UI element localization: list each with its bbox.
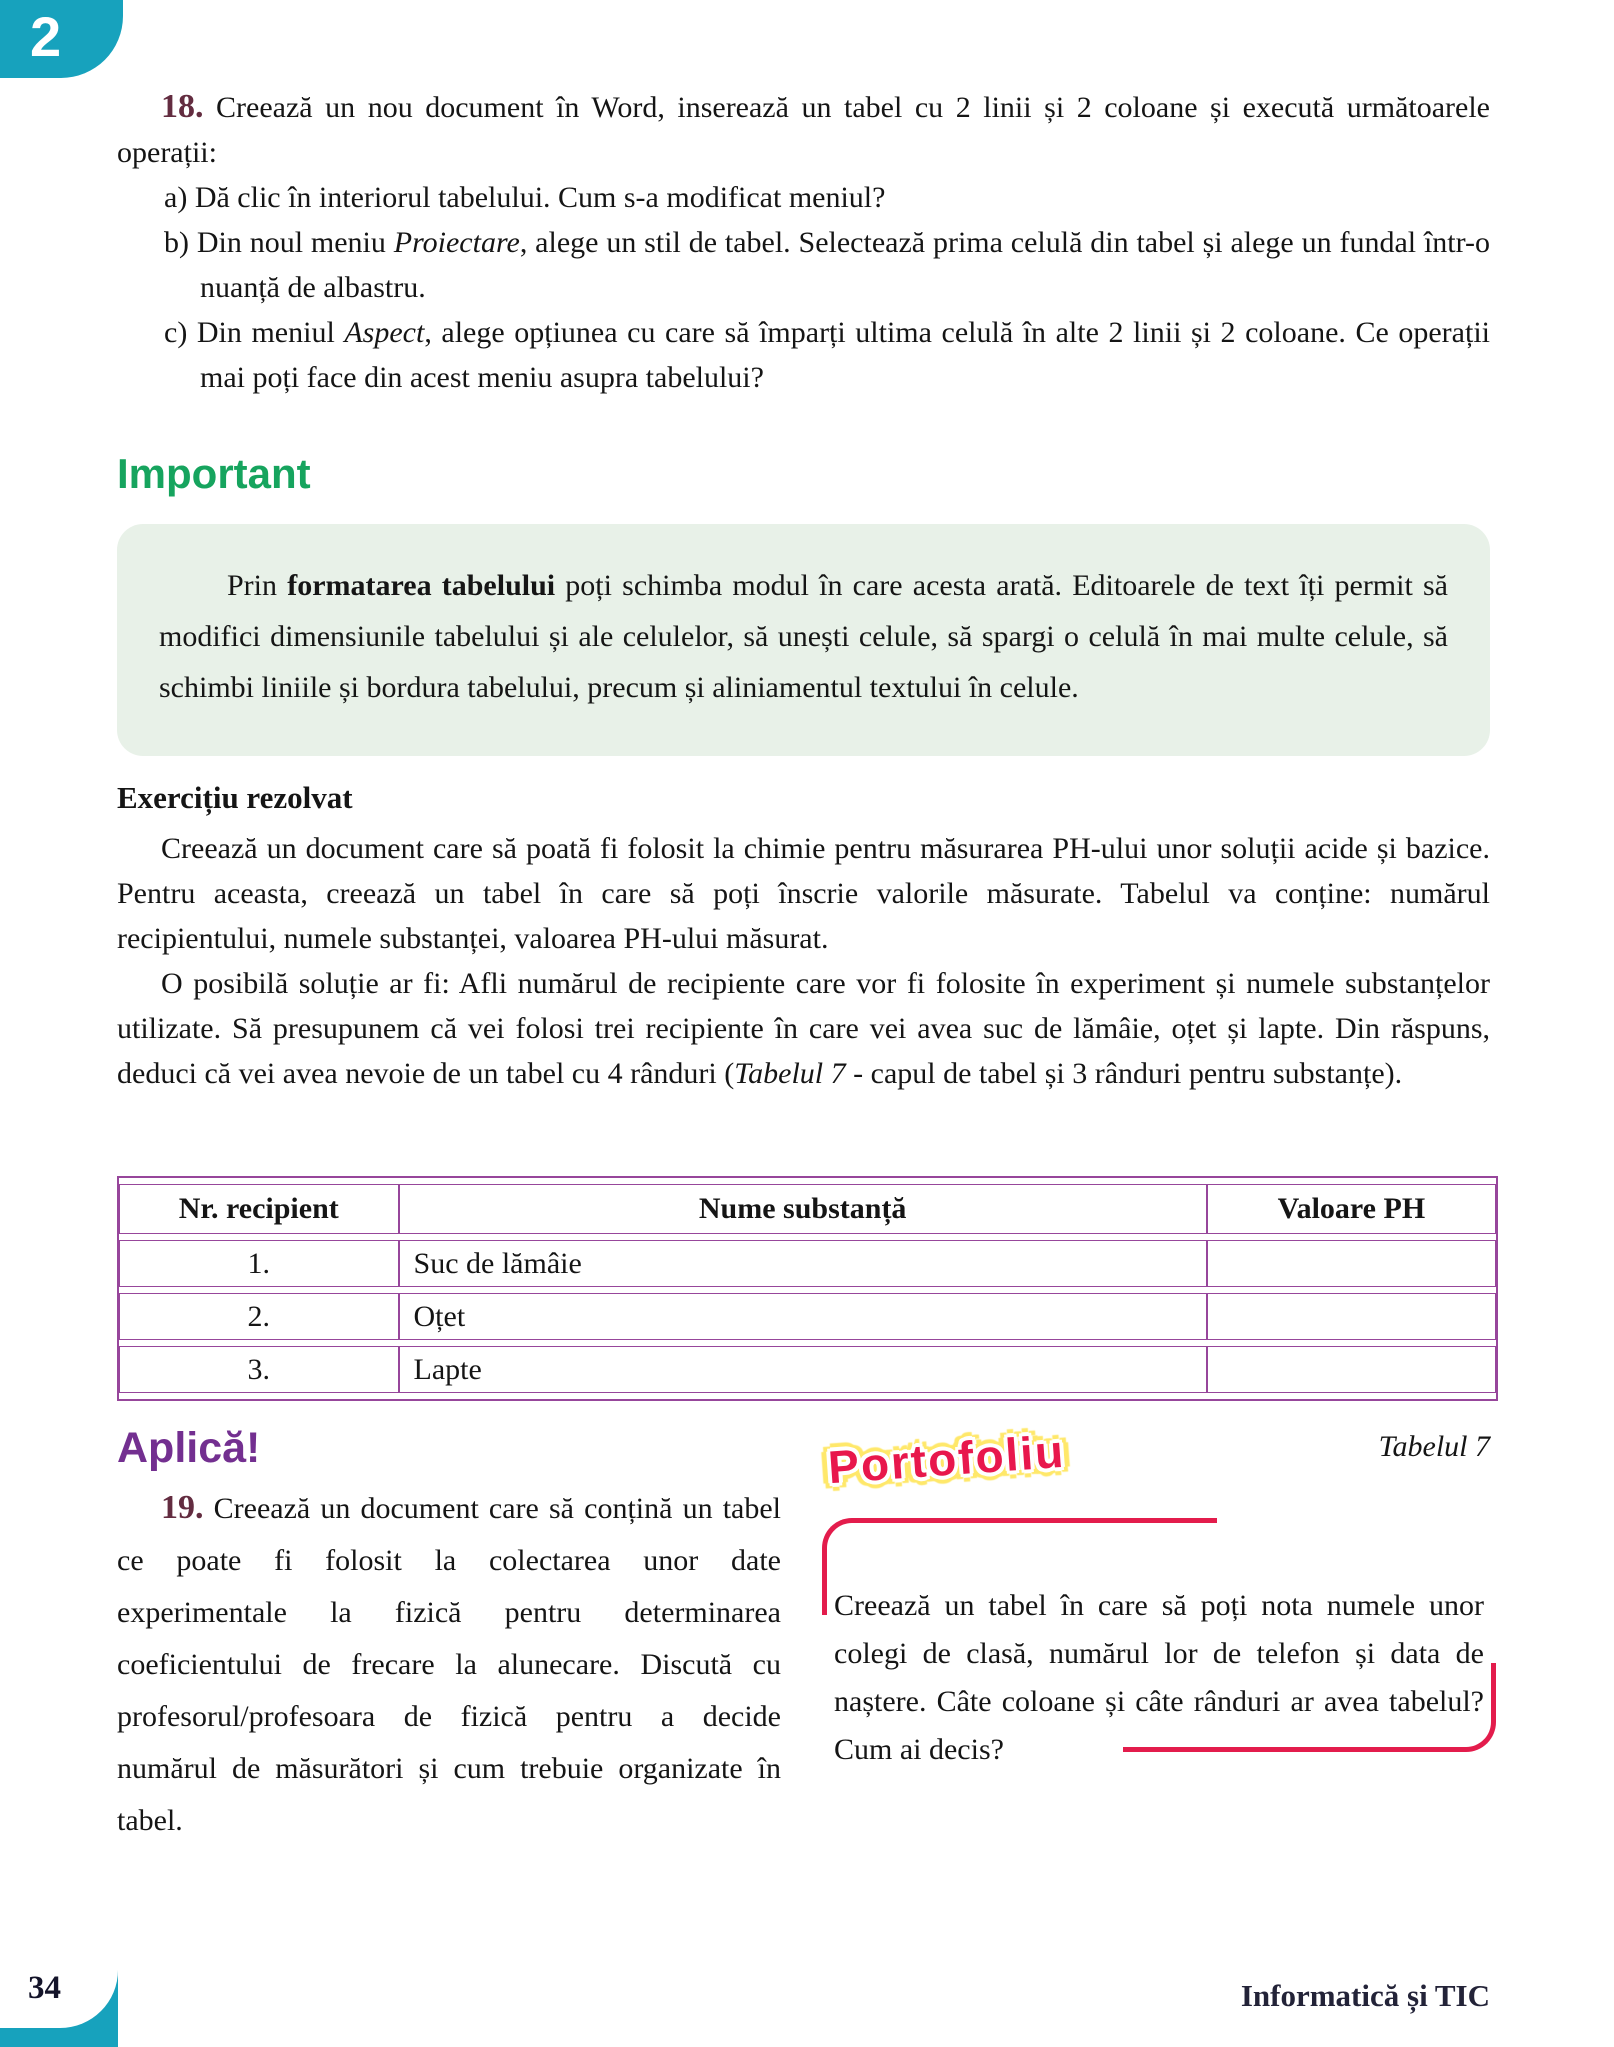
item-b-text: Din noul meniu xyxy=(196,226,394,259)
item-c-text: Din meniul xyxy=(196,316,345,349)
solved-paragraph-2-italic: Tabelul 7 xyxy=(734,1057,846,1090)
exercise-19-number: 19. xyxy=(161,1489,204,1526)
table-cell: 2. xyxy=(119,1293,399,1340)
item-a-text: Dă clic în interiorul tabelului. Cum s-a modificat meniul? xyxy=(194,181,886,214)
exercise-18-intro xyxy=(117,84,1490,175)
unit-corner-shape xyxy=(0,0,123,78)
table-header-valoare-ph: Valoare PH xyxy=(1207,1184,1496,1234)
solved-exercise-heading: Exercițiu rezolvat xyxy=(117,780,353,815)
unit-number: 2 xyxy=(30,5,62,68)
solved-exercise-body xyxy=(117,826,1490,1096)
exercise-18 xyxy=(117,84,1490,400)
item-c-italic: Aspect xyxy=(344,316,425,349)
portfolio-text: Creează un tabel în care să poți nota numele unor colegi de clasă, numărul lor de telefon și data de naștere. Câte coloane și câte rânduri ar avea tabelul? Cum ai decis? xyxy=(834,1589,1484,1766)
table-cell: Oțet xyxy=(399,1293,1207,1340)
table-header-nr-recipient: Nr. recipient xyxy=(119,1184,399,1234)
important-text-post: poți schimba modul în care acesta arată. Editoarele de text îți permit să modifici dimensiunile tabelului și ale celulelor, să unești celule, să spargi o celulă în mai multe celule, să schimbi liniile și bordura tabelului, precum și aliniamentul textului în celule. xyxy=(159,569,1448,704)
table-header-nume-substanta: Nume substanță xyxy=(399,1184,1207,1234)
item-c-marker: c) xyxy=(164,316,188,349)
table-row xyxy=(119,1346,1496,1393)
apply-section xyxy=(117,1482,781,1847)
solved-paragraph-2-pre: O posibilă soluție ar fi: Afli numărul de recipiente care vor fi folosite în experiment și numele substanțelor utilizate. Să presupunem că vei folosi trei recipiente în care vei avea suc de lămâie, oțet și lapte. Din răspuns, deduci că vei avea nevoie de un tabel cu 4 rânduri ( xyxy=(117,967,1490,1090)
solved-paragraph-2 xyxy=(117,961,1490,1096)
important-text-bold: formatarea tabelului xyxy=(287,569,556,602)
table-cell: 3. xyxy=(119,1346,399,1393)
item-b-post: , alege un stil de tabel. Selectează prima celulă din tabel și alege un fundal într-o nuanță de albastru. xyxy=(200,226,1490,304)
exercise-18-intro-text: Creează un nou document în Word, inserează un tabel cu 2 linii și 2 coloane și execută următoarele operații: xyxy=(117,91,1490,169)
table-header-row xyxy=(119,1184,1496,1234)
ph-table xyxy=(117,1176,1498,1401)
portfolio-section xyxy=(822,1424,1498,1770)
solved-paragraph-1: Creează un document care să poată fi folosit la chimie pentru măsurarea PH-ului unor soluții acide și bazice. Pentru aceasta, creează un tabel în care să poți înscrie valorile măsurate. Tabelul va conține: numărul recipientului, numele substanței, valoarea PH-ului măsurat. xyxy=(117,832,1490,955)
footer-book-title: Informatică și TIC xyxy=(1240,1978,1490,2013)
exercise-18-item-c xyxy=(117,310,1490,400)
exercise-19-paragraph xyxy=(117,1482,781,1847)
important-heading: Important xyxy=(117,450,311,497)
item-b-marker: b) xyxy=(164,226,189,259)
item-c-post: , alege opțiunea cu care să împarți ultima celulă în alte 2 linii și 2 coloane. Ce operații mai poți face din acest meniu asupra tabelului? xyxy=(200,316,1490,394)
table-cell: 1. xyxy=(119,1240,399,1287)
table-row xyxy=(119,1293,1496,1340)
apply-heading: Aplică! xyxy=(117,1424,261,1472)
important-text-pre: Prin xyxy=(227,569,288,602)
exercise-18-item-b xyxy=(117,220,1490,310)
important-text xyxy=(159,560,1448,713)
important-box xyxy=(117,524,1490,756)
item-b-italic: Proiectare xyxy=(393,226,520,259)
exercise-18-item-a xyxy=(117,175,1490,220)
table-cell xyxy=(1207,1346,1496,1393)
table-caption: Tabelul 7 xyxy=(1378,1430,1490,1463)
table-cell: Lapte xyxy=(399,1346,1207,1393)
table-cell xyxy=(1207,1293,1496,1340)
solved-paragraph-2-post: - capul de tabel și 3 rânduri pentru substanțe). xyxy=(845,1057,1403,1090)
portfolio-badge: Portofoliu xyxy=(826,1424,1067,1494)
exercise-19-text: Creează un document care să conțină un tabel ce poate fi folosit la colectarea unor date experimentale la fizică pentru determinarea coeficientului de frecare la alunecare. Discută cu profesorul/profesoara de fizică pentru a decide numărul de măsurători și cum trebuie organizate în tabel. xyxy=(117,1492,782,1837)
page-number: 34 xyxy=(28,1970,61,2006)
item-a-marker: a) xyxy=(164,181,188,214)
table-row xyxy=(119,1240,1496,1287)
exercise-18-number: 18. xyxy=(161,88,204,125)
table-cell xyxy=(1207,1240,1496,1287)
table-cell: Suc de lămâie xyxy=(399,1240,1207,1287)
